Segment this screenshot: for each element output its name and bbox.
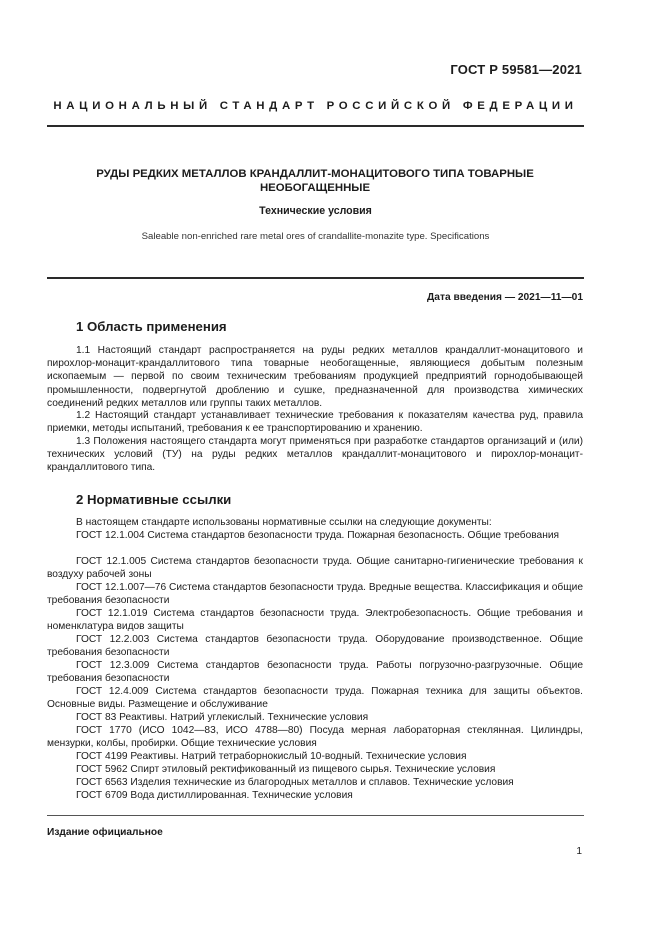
gost-code: ГОСТ Р 59581—2021 [450,62,582,77]
reference-item: ГОСТ 5962 Спирт этиловый ректификованный из пищевого сырья. Технические условия [76,764,496,775]
reference-item: ГОСТ 12.1.007—76 Система стандартов безопасности труда. Вредные вещества. Классификация и общие требования безопасности [47,582,583,607]
section-2-intro: В настоящем стандарте использованы нормативные ссылки на следующие документы: [76,517,492,528]
reference-item: ГОСТ 12.1.004 Система стандартов безопасности труда. Пожарная безопасность. Общие требования [76,530,560,541]
top-divider [47,125,584,127]
reference-item: ГОСТ 6709 Вода дистиллированная. Технические условия [76,790,353,801]
section-1-heading: 1 Область применения [76,319,227,334]
reference-item: ГОСТ 12.1.005 Система стандартов безопасности труда. Общие санитарно-гигиенические требования к воздуху рабочей зоны [47,556,583,581]
section-2-heading: 2 Нормативные ссылки [76,492,232,507]
section-1-paragraph-2: 1.2 Настоящий стандарт устанавливает технические требования к показателям качества руд, правила приемки, методы испытаний, требования к ее транспортированию и хранению. [47,410,583,435]
document-title-english: Saleable non-enriched rare metal ores of crandallite-monazite type. Specifications [141,231,490,242]
intro-date: Дата введения — 2021—11—01 [427,292,583,303]
reference-item: ГОСТ 6563 Изделия технические из благородных металлов и сплавов. Технические условия [76,777,514,788]
reference-item: ГОСТ 1770 (ИСО 1042—83, ИСО 4788—80) Посуда мерная лабораторная стеклянная. Цилиндры, мензурки, колбы, пробирки. Общие технические условия [47,725,583,750]
reference-item: ГОСТ 12.4.009 Система стандартов безопасности труда. Пожарная техника для защиты объектов. Основные виды. Размещение и обслуживание [47,686,583,711]
document-subtitle: Технические условия [259,205,372,217]
national-standard-banner: НАЦИОНАЛЬНЫЙ СТАНДАРТ РОССИЙСКОЙ ФЕДЕРАЦИИ [53,100,578,112]
document-title: РУДЫ РЕДКИХ МЕТАЛЛОВ КРАНДАЛЛИТ-МОНАЦИТОВОГО ТИПА ТОВАРНЫЕ НЕОБОГАЩЕННЫЕ [96,168,534,194]
reference-item: ГОСТ 12.3.009 Система стандартов безопасности труда. Работы погрузочно-разгрузочные. Общие требования безопасности [47,660,583,685]
page-number: 1 [576,846,582,857]
reference-item: ГОСТ 12.1.019 Система стандартов безопасности труда. Электробезопасность. Общие требования и номенклатура видов защиты [47,608,583,633]
reference-item: ГОСТ 12.2.003 Система стандартов безопасности труда. Оборудование производственное. Общие требования безопасности [47,634,583,659]
reference-item: ГОСТ 4199 Реактивы. Натрий тетраборнокислый 10-водный. Технические условия [76,751,467,762]
official-edition-label: Издание официальное [47,827,163,838]
section-1-paragraph-3: 1.3 Положения настоящего стандарта могут применяться при разработке стандартов организаций и (или) технических условий (ТУ) на руды редких металлов крандаллит-монацитового и пирохлор-монацит-крандаллитового типа. [47,436,583,474]
footer-divider [47,815,584,816]
middle-divider [47,277,584,279]
section-1-paragraph-1: 1.1 Настоящий стандарт распространяется на руды редких металлов крандаллит-монацитового и пирохлор-монацит-крандаллитового типа товарные необогащенные, являющиеся добытым полезным ископаемым — первой по своим техническим требованиям продукцией предприятий горнодобывающей промышленности, подвергнутой дроблению и сушке, предназначенной для производства химических соединений редких металлов или группы таких металлов. [47,345,583,409]
reference-item: ГОСТ 83 Реактивы. Натрий углекислый. Технические условия [76,712,369,723]
